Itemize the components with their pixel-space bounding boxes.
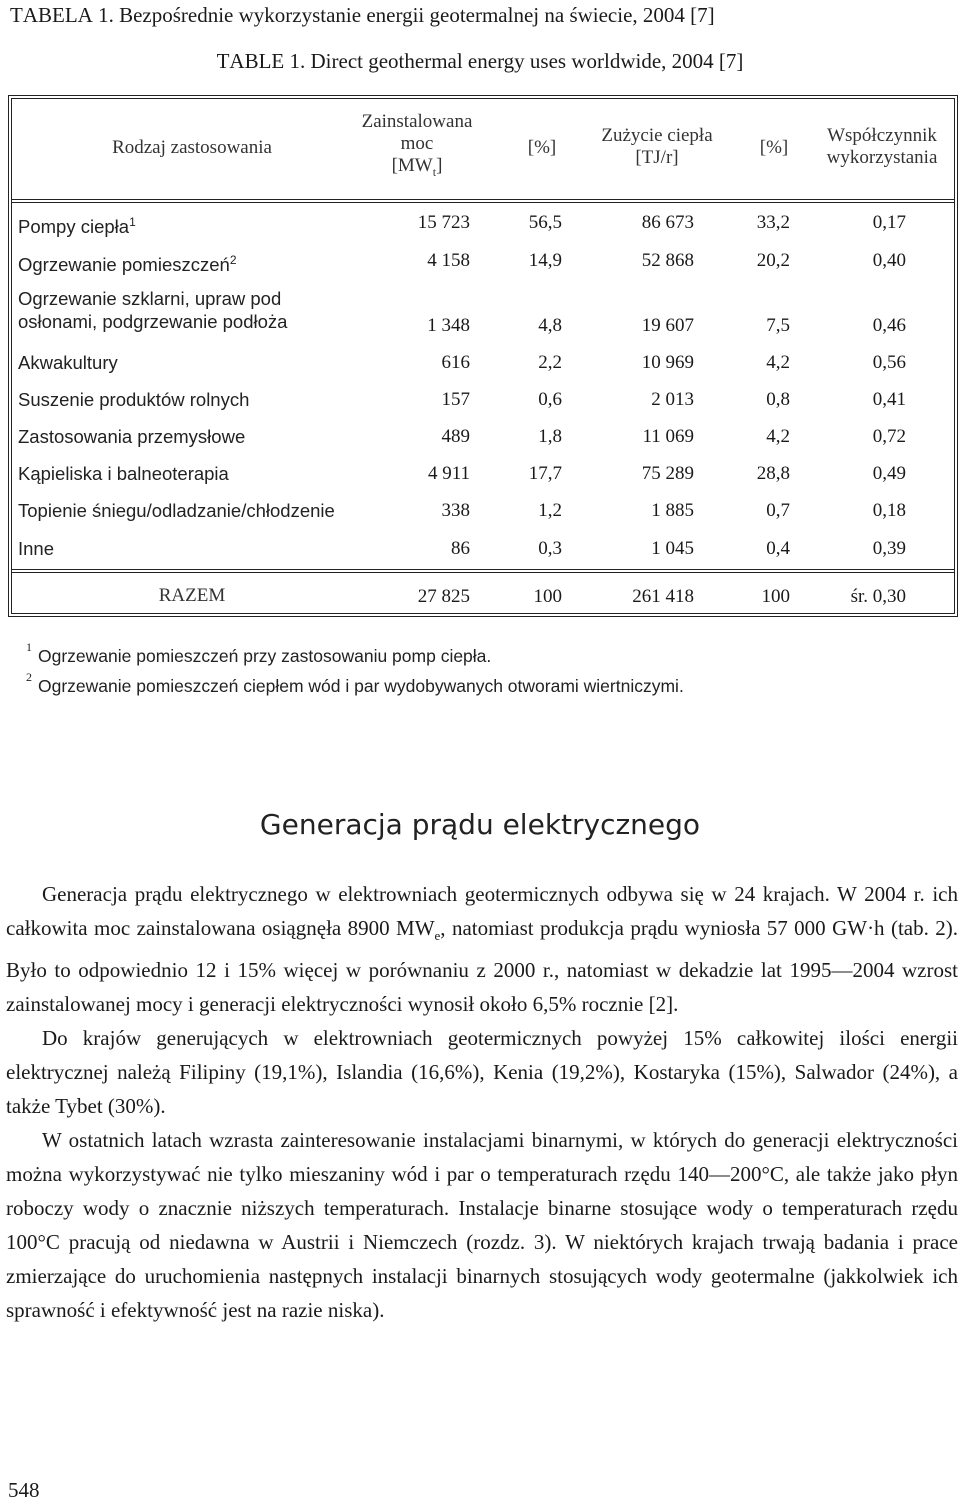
row-label	[18, 211, 136, 238]
paragraph-1-part-a: Generacja prądu elektrycznego w elektrowniach geotermicznych odbywa się w 24 krajach. W 2004 r. ich całkowita moc zainstalowana osiągnęła 8900 MW	[6, 882, 958, 940]
cell-use: 19 607	[641, 315, 694, 336]
cell-pct2: 20,2	[756, 250, 790, 271]
row-label	[18, 287, 287, 333]
geothermal-uses-table	[8, 95, 958, 617]
cell-use: 1 885	[651, 500, 694, 521]
table-caption-polish	[0, 2, 960, 28]
cell-pct1: 1,2	[538, 500, 562, 521]
cell-factor: 0,46	[872, 315, 906, 336]
total-divider	[12, 569, 954, 573]
cell-factor: 0,39	[872, 538, 906, 559]
cell-use: 10 969	[641, 352, 694, 373]
cell-use: 75 289	[641, 463, 694, 484]
cell-capacity: 15 723	[417, 212, 470, 233]
cell-capacity: 157	[441, 389, 470, 410]
footnote-2	[26, 670, 684, 697]
header-use	[582, 125, 732, 169]
row-label-text: Ogrzewanie pomieszczeń	[18, 254, 230, 276]
cell-pct1: 4,8	[538, 315, 562, 336]
cell-capacity: 86	[451, 538, 470, 559]
cell-capacity: 4 158	[427, 250, 470, 271]
row-label-sup: 2	[229, 253, 237, 267]
footnote-2-number: 2	[26, 670, 32, 684]
cell-pct2: 4,2	[766, 352, 790, 373]
cell-use: 86 673	[641, 212, 694, 233]
row-label: Akwakultury	[18, 352, 118, 373]
cell-factor: 0,56	[872, 352, 906, 373]
total-factor: śr. 0,30	[850, 586, 906, 607]
total-pct2: 100	[761, 586, 790, 607]
cell-pct2: 4,2	[766, 426, 790, 447]
cell-pct2: 33,2	[756, 212, 790, 233]
row-label	[18, 249, 237, 276]
header-factor	[812, 125, 952, 169]
footnote-2-text: Ogrzewanie pomieszczeń ciepłem wód i par wydobywanych otworami wiertniczymi.	[38, 676, 684, 696]
page-number: 548	[8, 1478, 40, 1502]
cell-pct1: 14,9	[528, 250, 562, 271]
cell-capacity: 489	[441, 426, 470, 447]
cell-pct2: 0,8	[766, 389, 790, 410]
paragraph-1-part-b: , natomiast produkcja prądu wyniosła 57 000 GW·h (tab. 2). Było to odpowiednio 12 i 15% więcej w porównaniu z 2000 r., natomiast w dekadzie lat 1995—2004 wzrost zainstalowanej mocy i generacji elektryczności wynosił około 6,5% rocznie [2].	[6, 916, 958, 1017]
cell-pct1: 17,7	[528, 463, 562, 484]
cell-use: 1 045	[651, 538, 694, 559]
row-label: Topienie śniegu/odladzanie/chłodzenie	[18, 500, 335, 521]
header-capacity-line2: moc	[400, 133, 434, 154]
footnote-1-number: 1	[26, 640, 32, 654]
cell-pct1: 0,6	[538, 389, 562, 410]
cell-use: 2 013	[651, 389, 694, 410]
cell-pct1: 56,5	[528, 212, 562, 233]
cell-factor: 0,49	[872, 463, 906, 484]
header-use-line1: Zużycie ciepła	[601, 125, 713, 146]
capacity-unit-close: ]	[436, 155, 443, 176]
header-divider	[12, 199, 954, 203]
header-pct2: [%]	[759, 137, 789, 158]
row-label: Inne	[18, 538, 55, 559]
cell-capacity: 4 911	[427, 463, 470, 484]
caption-pl-text: 1. Bezpośrednie wykorzystanie energii geotermalnej na świecie, 2004 [7]	[92, 3, 715, 27]
body-text	[6, 877, 958, 1327]
cell-factor: 0,41	[872, 389, 906, 410]
cell-pct1: 0,3	[538, 538, 562, 559]
row-label-text: Pompy ciepła	[18, 216, 130, 238]
row-label: Zastosowania przemysłowe	[18, 426, 246, 447]
paragraph-1	[6, 877, 958, 1021]
total-capacity: 27 825	[417, 586, 470, 607]
row-label-sup: 1	[129, 215, 136, 229]
cell-pct1: 1,8	[538, 426, 562, 447]
table-caption-english	[0, 48, 960, 74]
row-label: Suszenie produktów rolnych	[18, 389, 250, 410]
section-title: Generacja prądu elektrycznego	[259, 808, 701, 841]
capacity-unit-text: [MW	[391, 155, 433, 176]
header-capacity-line1: Zainstalowana	[361, 111, 473, 132]
row-label-line2: osłonami, podgrzewanie podłoża	[18, 311, 288, 332]
caption-en-text: 1. Direct geothermal energy uses worldwide, 2004 [7]	[284, 49, 744, 73]
total-use: 261 418	[632, 586, 694, 607]
row-label: Kąpieliska i balneoterapia	[18, 463, 229, 484]
cell-pct2: 0,7	[766, 500, 790, 521]
paragraph-2: Do krajów generujących w elektrowniach geotermicznych powyżej 15% całkowitej ilości energii elektrycznej należą Filipiny (19,1%), Islandia (16,6%), Kenia (19,2%), Kostaryka (15%), Salwador (24%), a także Tybet (30%).	[6, 1026, 958, 1119]
header-capacity	[357, 111, 477, 183]
caption-pl-smallcaps: ABELA	[22, 3, 93, 27]
cell-pct2: 28,8	[756, 463, 790, 484]
header-capacity-unit	[357, 155, 477, 183]
caption-en-smallcaps: ABLE	[229, 49, 285, 73]
cell-factor: 0,17	[872, 212, 906, 233]
header-pct1: [%]	[527, 137, 557, 158]
header-use-line2: [TJ/r]	[635, 147, 679, 168]
total-label: RAZEM	[158, 585, 226, 606]
header-factor-line1: Współczynnik	[827, 125, 937, 146]
header-factor-line2: wykorzystania	[826, 147, 938, 168]
caption-pl-lead: T	[10, 3, 23, 27]
cell-factor: 0,40	[872, 250, 906, 271]
footnote-1-text: Ogrzewanie pomieszczeń przy zastosowaniu pomp ciepła.	[38, 646, 492, 666]
cell-capacity: 338	[441, 500, 470, 521]
capacity-unit-sub: t	[432, 164, 437, 179]
cell-factor: 0,18	[872, 500, 906, 521]
total-pct1: 100	[533, 586, 562, 607]
cell-capacity: 1 348	[427, 315, 470, 336]
cell-pct2: 7,5	[766, 315, 790, 336]
paragraph-1-subscript: e	[434, 928, 441, 944]
row-label-line1: Ogrzewanie szklarni, upraw pod	[18, 288, 282, 309]
paragraph-3: W ostatnich latach wzrasta zainteresowanie instalacjami binarnymi, w których do generacji elektryczności można wykorzystywać nie tylko mieszaniny wód i par o temperaturach rzędu 140—200°C, ale także jako płyn roboczy wody o znacznie niższych temperaturach. Instalacje binarne stosujące wody o temperaturach rzędu 100°C pracują od niedawna w Austrii i Niemczech (rozdz. 3). W niektórych krajach trwają badania i prace zmierzające do uruchomienia następnych instalacji binarnych stosujących wody geotermalne (jakkolwiek ich sprawność i efektywność jest na razie niska).	[6, 1128, 958, 1323]
footnote-1	[26, 640, 492, 667]
cell-pct1: 2,2	[538, 352, 562, 373]
cell-use: 11 069	[642, 426, 694, 447]
caption-en-lead: T	[216, 49, 230, 73]
cell-use: 52 868	[641, 250, 694, 271]
cell-capacity: 616	[441, 352, 470, 373]
cell-pct2: 0,4	[766, 538, 790, 559]
header-type: Rodzaj zastosowania	[112, 137, 272, 158]
cell-factor: 0,72	[872, 426, 906, 447]
